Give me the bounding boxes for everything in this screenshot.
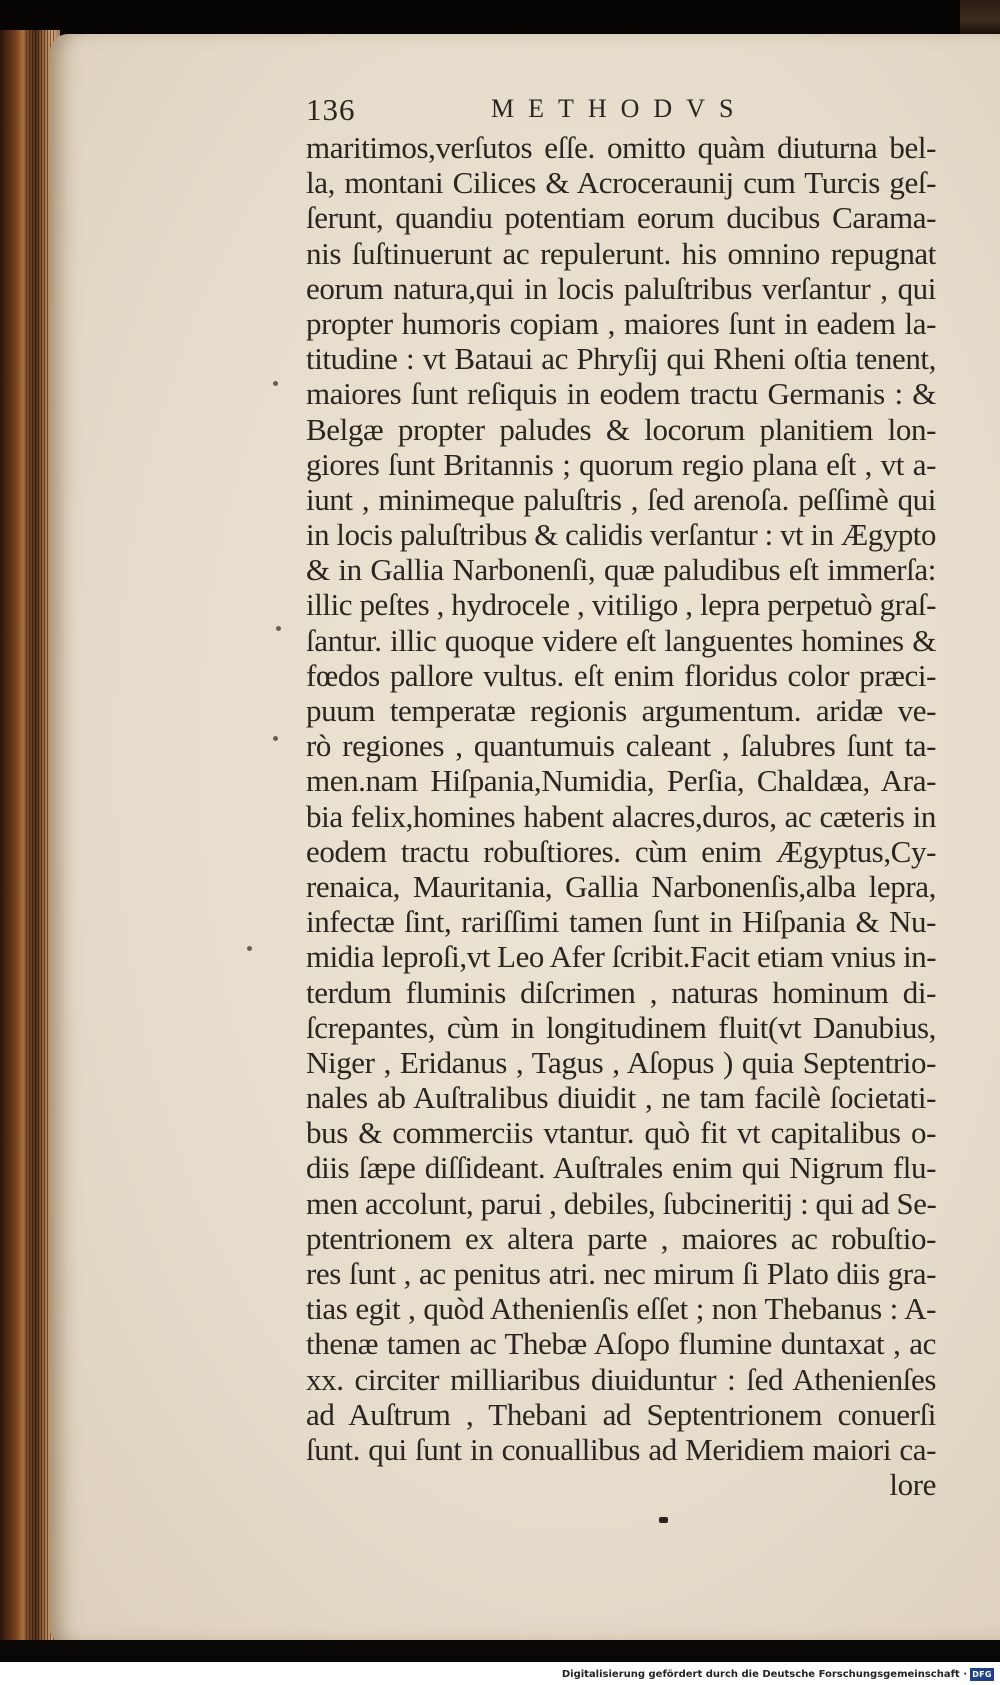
text-line: giores ſunt Britannis ; quorum regio plana eſt , vt a- xyxy=(306,446,936,482)
margin-mark xyxy=(273,736,278,741)
text-line: & in Gallia Narbonenſi, quæ paludibus eſt immerſa: xyxy=(306,552,936,588)
margin-mark xyxy=(247,946,252,951)
top-dark-border xyxy=(0,0,1000,34)
text-line: diis ſæpe diſſideant. Auſtrales enim qui Nigrum flu- xyxy=(306,1150,936,1186)
text-line: Belgæ propter paludes & locorum planitiem lon- xyxy=(306,411,936,447)
text-line: maiores ſunt reſiquis in eodem tractu Germanis : & xyxy=(306,376,936,412)
ink-smudge xyxy=(659,1517,668,1523)
text-line: eodem tractu robuſtiores. cùm enim Ægyptus,Cy- xyxy=(306,833,936,869)
text-line: infectæ ſint, rariſſimi tamen ſunt in Hiſpania & Nu- xyxy=(306,904,936,940)
page-number: 136 xyxy=(306,92,356,127)
text-line: titudine : vt Bataui ac Phryſij qui Rheni oſtia tenent, xyxy=(306,341,936,377)
text-line: maritimos,verſutos eſſe. omitto quàm diuturna bel- xyxy=(306,130,936,165)
text-line: res ſunt , ac penitus atri. nec mirum ſi Plato diis gra- xyxy=(306,1256,936,1291)
running-title: METHODVS xyxy=(491,94,748,123)
text-line: bus & commerciis vtantur. quò fit vt capitalibus o- xyxy=(306,1115,936,1151)
text-line: propter humoris copiam , maiores ſunt in eadem la- xyxy=(306,305,936,341)
text-line: iunt , minimeque paluſtris , ſed arenoſa. peſſimè qui xyxy=(306,481,936,517)
text-line: bia felix,homines habent alacres,duros, ac cæteris in xyxy=(306,798,936,834)
page-header xyxy=(306,90,936,130)
text-line: nales ab Auſtralibus diuidit , ne tam facilè ſocietati- xyxy=(306,1080,936,1116)
text-line: la, montani Cilices & Acroceraunij cum Turcis geſ- xyxy=(306,165,936,201)
bottom-dark-border xyxy=(0,1640,1000,1662)
text-line: ſerunt, quandiu potentiam eorum ducibus Carama- xyxy=(306,200,936,236)
text-line: illic peſtes , hydrocele , vitiligo , lepra perpetuò graſ- xyxy=(306,587,937,623)
text-line: men accolunt, parui , debiles, ſubcineritij : qui ad Se- xyxy=(306,1185,937,1221)
dfg-logo: DFG xyxy=(970,1668,994,1681)
text-line: ſantur. illic quoque videre eſt languentes homines & xyxy=(306,622,936,658)
text-line: terdum fluminis diſcrimen , naturas hominum di- xyxy=(306,974,936,1010)
text-line: in locis paluſtribus & calidis verſantur : vt in Ægypto xyxy=(306,517,936,553)
text-line: thenæ tamen ac Thebæ Aſopo flumine duntaxat , ac xyxy=(306,1326,936,1362)
text-line: tias egit , quòd Athenienſis eſſet ; non Thebanus : A- xyxy=(306,1291,936,1327)
margin-mark xyxy=(276,626,281,631)
text-line: rò regiones , quantumuis caleant , ſalubres ſunt ta- xyxy=(306,728,936,764)
text-line: ptentrionem ex altera parte , maiores ac robuſtio- xyxy=(306,1220,936,1256)
body-text xyxy=(306,130,936,1502)
text-line: ſunt. qui ſunt in conuallibus ad Meridiem maiori ca- xyxy=(306,1431,936,1467)
digitization-credit xyxy=(562,1667,994,1681)
text-line: nis ſuſtinuerunt ac repulerunt. his omnino repugnat xyxy=(306,235,936,271)
text-line: renaica, Mauritania, Gallia Narbonenſis,alba lepra, xyxy=(306,868,936,904)
text-line: men.nam Hiſpania,Numidia, Perſia, Chaldæa, Ara- xyxy=(306,763,936,799)
text-line: xx. circiter milliaribus diuiduntur : ſed Athenienſes xyxy=(306,1361,936,1397)
text-line: fœdos pallore vultus. eſt enim floridus color præci- xyxy=(306,657,936,693)
credit-text: Digitalisierung gefördert durch die Deutsche Forschungsgemeinschaft · xyxy=(561,1668,967,1680)
text-line: lore xyxy=(889,1467,936,1503)
text-line: ad Auſtrum , Thebani ad Septentrionem conuerſi xyxy=(306,1396,936,1432)
text-line: eorum natura,qui in locis paluſtribus verſantur , qui xyxy=(306,270,936,306)
book-corner-edge xyxy=(960,0,1000,34)
text-line: midia leproſi,vt Leo Afer ſcribit.Facit etiam vnius in- xyxy=(306,939,937,975)
text-line: puum temperatæ regionis argumentum. aridæ ve- xyxy=(306,693,936,728)
margin-mark xyxy=(273,381,278,386)
text-line: ſcrepantes, cùm in longitudinem fluit(vt Danubius, xyxy=(306,1009,936,1045)
text-line: Niger , Eridanus , Tagus , Aſopus ) quia Septentrio- xyxy=(306,1044,936,1080)
